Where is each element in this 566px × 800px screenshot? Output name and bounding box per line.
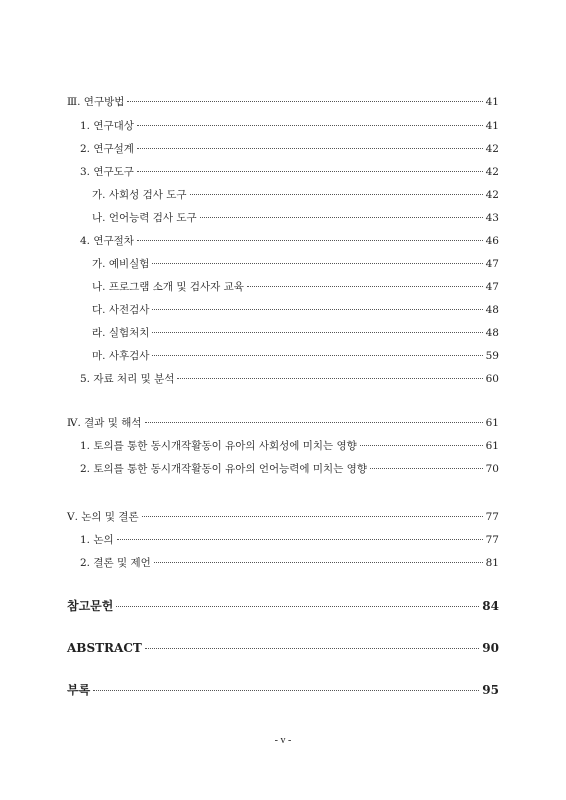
leader-dots	[177, 378, 482, 379]
leader-dots	[137, 148, 483, 149]
toc-label: 참고문헌	[67, 599, 114, 613]
leader-dots	[152, 309, 482, 310]
toc-label: Ⅲ. 연구방법	[67, 96, 125, 108]
leader-dots	[370, 468, 483, 469]
toc-page: 95	[482, 683, 499, 697]
leader-dots	[137, 125, 483, 126]
leader-dots	[145, 422, 483, 423]
toc-entry	[0, 119, 499, 133]
toc-entry	[0, 188, 499, 202]
toc-entry	[0, 234, 499, 248]
leader-dots	[145, 648, 479, 649]
leader-dots	[152, 263, 482, 264]
toc-page: 59	[485, 350, 499, 362]
toc-label: Ⅴ. 논의 및 결론	[67, 511, 139, 523]
toc-entry	[0, 641, 499, 655]
toc-label: 2. 연구설계	[80, 143, 134, 155]
toc-entry	[0, 533, 499, 547]
toc-label: Ⅳ. 결과 및 해석	[67, 417, 142, 429]
toc-label: 1. 논의	[80, 534, 114, 546]
leader-dots	[116, 606, 479, 607]
toc-page: 43	[485, 212, 499, 224]
leader-dots	[190, 194, 483, 195]
leader-dots	[152, 332, 482, 333]
leader-dots	[142, 516, 483, 517]
toc-page: 41	[485, 96, 499, 108]
leader-dots	[137, 240, 483, 241]
toc-page: 60	[485, 373, 499, 385]
toc-label: 가. 예비실험	[92, 258, 150, 270]
toc-label: 2. 토의를 통한 동시개작활동이 유아의 언어능력에 미치는 영향	[80, 463, 367, 475]
toc-entry	[0, 599, 499, 613]
toc-page: 46	[485, 235, 499, 247]
toc-label: 3. 연구도구	[80, 166, 134, 178]
toc-label: 5. 자료 처리 및 분석	[80, 373, 175, 385]
toc-entry	[0, 211, 499, 225]
toc-page: 90	[482, 641, 499, 655]
toc-entry	[0, 416, 499, 430]
toc-page: 81	[485, 557, 499, 569]
leader-dots	[247, 286, 483, 287]
toc-page: 77	[485, 534, 499, 546]
toc-label: 나. 언어능력 검사 도구	[92, 212, 197, 224]
toc-page: 48	[485, 327, 499, 339]
toc-page: 61	[485, 440, 499, 452]
toc-page: 77	[485, 511, 499, 523]
toc-entry	[0, 280, 499, 294]
toc-page: 84	[482, 599, 499, 613]
leader-dots	[137, 171, 483, 172]
toc-label: 가. 사회성 검사 도구	[92, 189, 187, 201]
toc-page: 47	[485, 281, 499, 293]
toc-entry	[0, 165, 499, 179]
toc-page: 42	[485, 166, 499, 178]
toc-page: 42	[485, 143, 499, 155]
toc-entry	[0, 257, 499, 271]
toc-entry	[0, 439, 499, 453]
toc-label: 2. 결론 및 제언	[80, 557, 151, 569]
toc-label: ABSTRACT	[67, 641, 142, 655]
toc-entry	[0, 326, 499, 340]
leader-dots	[117, 539, 483, 540]
leader-dots	[154, 562, 483, 563]
page-number: - v -	[274, 735, 292, 746]
toc-entry	[0, 510, 499, 524]
toc-entry	[0, 349, 499, 363]
toc-label: 라. 실험처치	[92, 327, 150, 339]
toc-label: 마. 사후검사	[92, 350, 150, 362]
toc-page: 70	[485, 463, 499, 475]
toc-entry	[0, 372, 499, 386]
toc-page: 42	[485, 189, 499, 201]
leader-dots	[152, 355, 482, 356]
toc-entry	[0, 142, 499, 156]
toc-page: 47	[485, 258, 499, 270]
toc-label: 나. 프로그램 소개 및 검사자 교육	[92, 281, 244, 293]
leader-dots	[93, 690, 479, 691]
toc-label: 1. 연구대상	[80, 120, 134, 132]
toc-label: 다. 사전검사	[92, 304, 150, 316]
toc-entry	[0, 462, 499, 476]
toc-page: 41	[485, 120, 499, 132]
toc-page: 61	[485, 417, 499, 429]
toc-entry	[0, 556, 499, 570]
toc-label: 1. 토의를 통한 동시개작활동이 유아의 사회성에 미치는 영향	[80, 440, 357, 452]
leader-dots	[360, 445, 483, 446]
leader-dots	[200, 217, 483, 218]
toc-label: 부록	[67, 683, 91, 697]
toc-entry	[0, 683, 499, 697]
toc-label: 4. 연구절차	[80, 235, 134, 247]
toc-entry	[0, 95, 499, 109]
toc-page: 48	[485, 304, 499, 316]
leader-dots	[127, 101, 482, 102]
toc-entry	[0, 303, 499, 317]
